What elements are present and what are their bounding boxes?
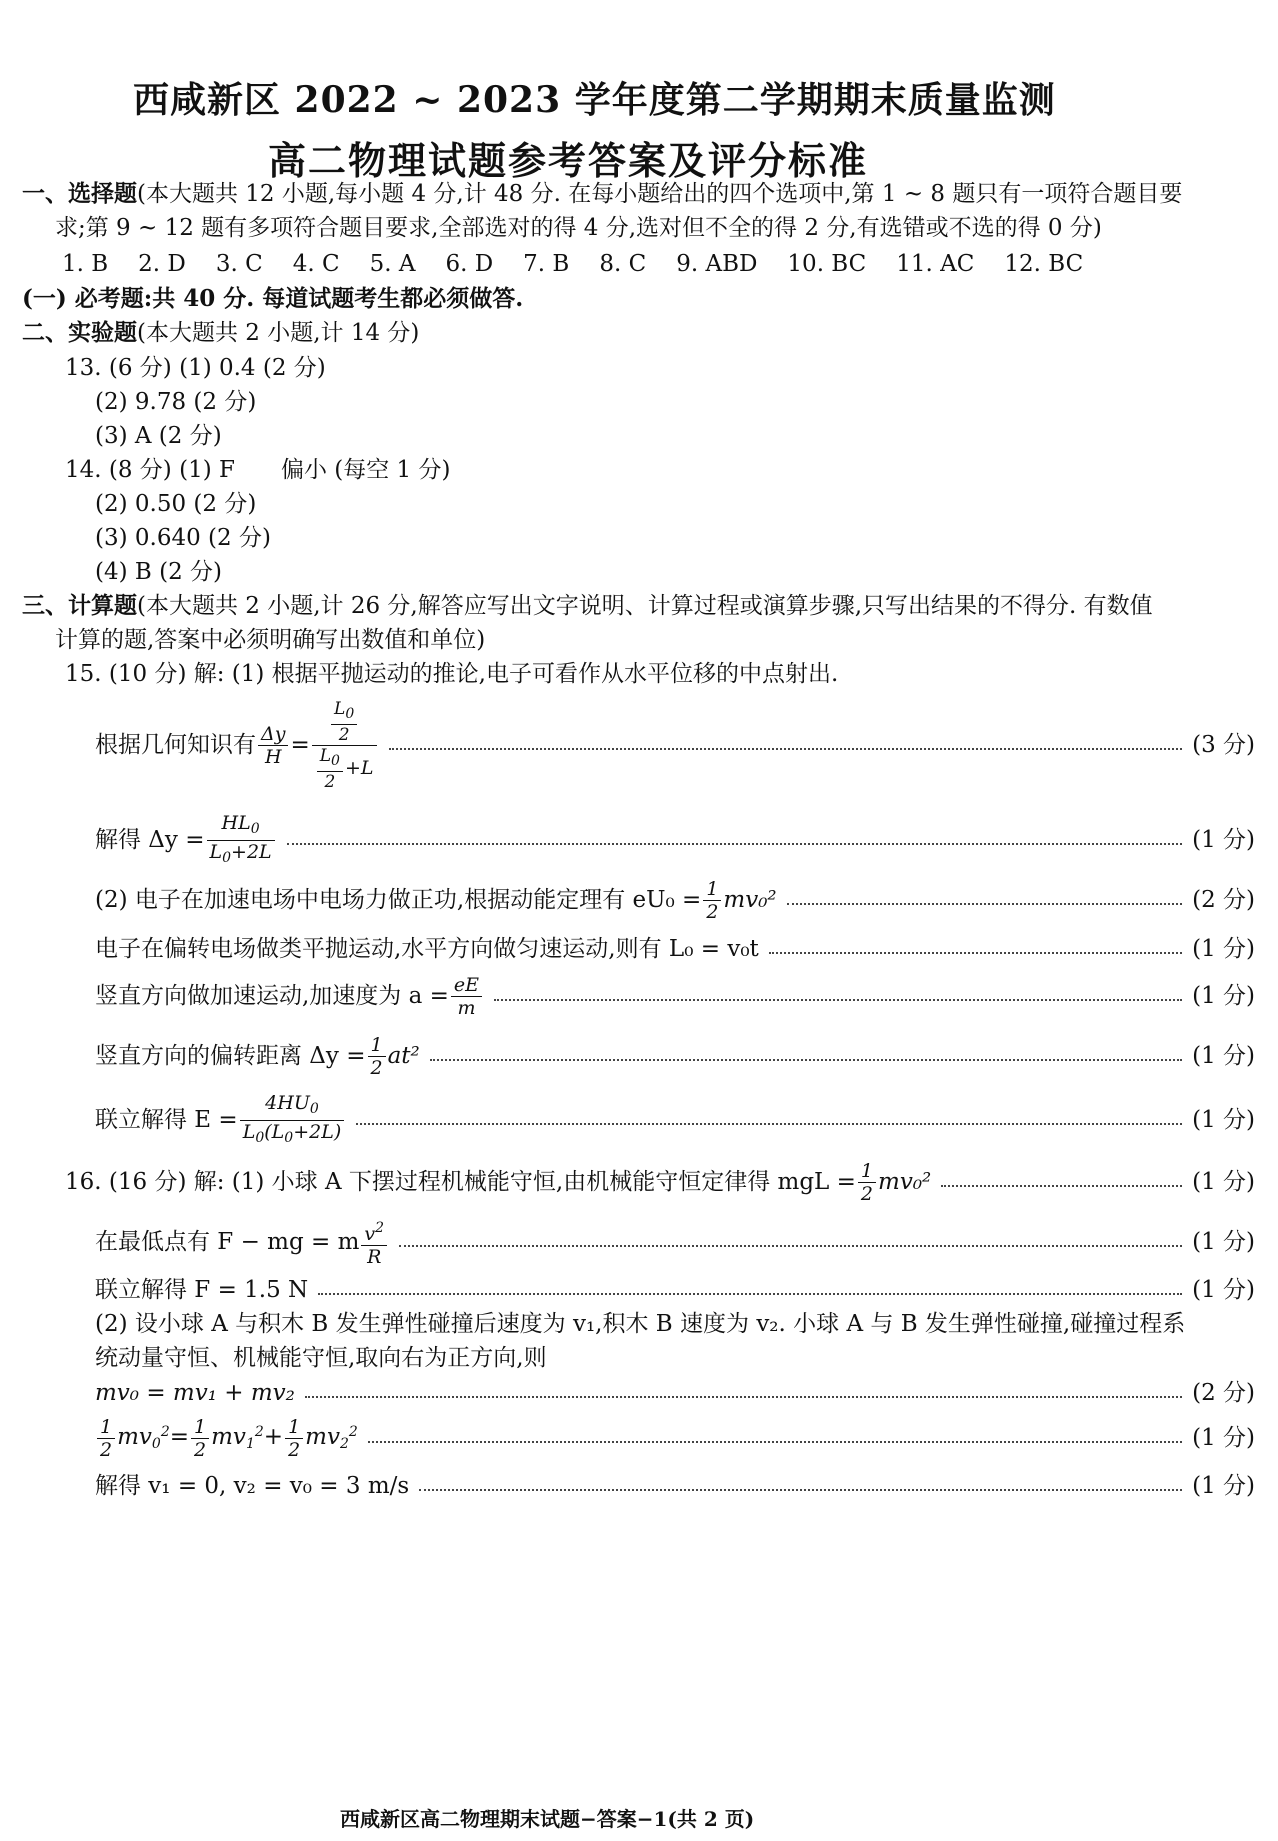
q15-step6-text: 竖直方向的偏转距离 Δy =: [95, 1043, 366, 1069]
dy-fraction: $\frac{HL_0}{L_0+2L}$: [207, 812, 275, 869]
leader-dots: [430, 1059, 1182, 1061]
exp-line-1: 13. (6 分) (1) 0.4 (2 分): [65, 355, 326, 381]
sec1-desc1: (本大题共 12 小题,每小题 4 分,计 48 分. 在每小题给出的四个选项中,第 1 ~ 8 题只有一项符合题目要: [137, 181, 1183, 207]
ratio-fraction: $\frac{\Delta y}{H}$: [258, 723, 288, 768]
q15-step1-score: (3 分): [1192, 732, 1255, 758]
q15-step4-text: 电子在偏转电场做类平抛运动,水平方向做匀速运动,则有 L₀ = v₀t: [95, 936, 759, 962]
leader-dots: [419, 1489, 1182, 1491]
answer-2: 2. D: [138, 251, 186, 277]
sec2-heading: 二、实验题: [22, 319, 137, 346]
exp-line-6: (3) 0.640 (2 分): [95, 525, 271, 551]
mc-answers: [62, 249, 1113, 279]
q15-step2-score: (1 分): [1192, 827, 1255, 853]
q15-step7-text: 联立解得 E =: [95, 1107, 238, 1133]
leader-dots: [769, 952, 1182, 954]
q16-step1-text: 在最低点有 F − mg = m: [95, 1229, 360, 1255]
q15-step5: [95, 970, 1255, 1022]
q16-intro-tail: mv₀²: [878, 1169, 932, 1195]
q16-step4: [95, 1377, 1255, 1409]
q15-step3-score: (2 分): [1192, 887, 1255, 913]
answer-7: 7. B: [523, 251, 570, 277]
leader-dots: [318, 1293, 1182, 1295]
half-fraction: $\frac{1}{2}$: [285, 1416, 303, 1461]
q15-step1: 根据几何知识有 $\frac{\Delta y}{H}$ = $\frac{L_0}{2}$ $\frac{L_0}{2}$ +L (3 分): [95, 698, 1255, 792]
half-fraction: $\frac{1}{2}$: [858, 1160, 876, 1205]
q16-step5-score: (1 分): [1192, 1425, 1255, 1451]
q16-intro: [65, 1156, 1255, 1208]
exp-line-3: (3) A (2 分): [95, 423, 222, 449]
q15-step4-score: (1 分): [1192, 936, 1255, 962]
q16-step3-line2: 统动量守恒、机械能守恒,取向右为正方向,则: [95, 1345, 547, 1371]
leader-dots: [787, 903, 1182, 905]
sec3-heading: 三、计算题: [22, 592, 137, 619]
leader-dots: [368, 1441, 1182, 1443]
q15-step3: [95, 874, 1255, 926]
leader-dots: [399, 1245, 1182, 1247]
leader-dots: [494, 999, 1182, 1001]
leader-dots: [305, 1396, 1182, 1398]
title-line2: 高二物理试题参考答案及评分标准: [268, 138, 869, 183]
q15-step6-score: (1 分): [1192, 1043, 1255, 1069]
leader-dots: [389, 748, 1183, 750]
q16-step6: [95, 1470, 1255, 1502]
sec3-desc2: 计算的题,答案中必须明确写出数值和单位): [55, 627, 486, 653]
q15-step2-text: 解得 Δy =: [95, 827, 205, 853]
q15-step6: [95, 1030, 1255, 1082]
q16-step2-text: 联立解得 F = 1.5 N: [95, 1277, 309, 1303]
half-fraction: $\frac{1}{2}$: [703, 878, 721, 923]
leader-dots: [356, 1123, 1182, 1125]
q15-step5-text: 竖直方向做加速运动,加速度为 a =: [95, 983, 449, 1009]
required-note: (一) 必考题:共 40 分. 每道试题考生都必须做答.: [22, 285, 524, 312]
exp-line-5: (2) 0.50 (2 分): [95, 491, 257, 517]
q16-intro-score: (1 分): [1192, 1169, 1255, 1195]
q15-step5-score: (1 分): [1192, 983, 1255, 1009]
q15-intro: 15. (10 分) 解: (1) 根据平抛运动的推论,电子可看作从水平位移的中点射出.: [65, 661, 839, 687]
answer-8: 8. C: [599, 251, 647, 277]
q16-intro-text: 16. (16 分) 解: (1) 小球 A 下摆过程机械能守恒,由机械能守恒定律得 mgL =: [65, 1169, 856, 1195]
sec2-line: [22, 318, 419, 348]
half-fraction: $\frac{1}{2}$: [368, 1034, 386, 1079]
title-line1: 西咸新区 2022 ~ 2023 学年度第二学期期末质量监测: [133, 79, 1056, 121]
sec2-desc: (本大题共 2 小题,计 14 分): [137, 320, 420, 346]
q16-step4-score: (2 分): [1192, 1380, 1255, 1406]
q16-step3-line1: (2) 设小球 A 与积木 B 发生弹性碰撞后速度为 v₁,积木 B 速度为 v₂. 小球 A 与 B 发生弹性碰撞,碰撞过程系: [95, 1311, 1186, 1337]
geometry-fraction: $\frac{L_0}{2}$ $\frac{L_0}{2}$ +L: [312, 699, 377, 792]
q15-step6-tail: at²: [387, 1043, 420, 1069]
centripetal-fraction: $\frac{v^2}{R}$: [361, 1217, 387, 1268]
q15-step1-text: 根据几何知识有: [95, 732, 256, 758]
q16-step2: [95, 1274, 1255, 1306]
q15-step7-score: (1 分): [1192, 1107, 1255, 1133]
answer-9: 9. ABD: [676, 251, 758, 277]
sec3-desc1: (本大题共 2 小题,计 26 分,解答应写出文字说明、计算过程或演算步骤,只写出结果的不得分. 有数值: [137, 593, 1153, 619]
leader-dots: [941, 1185, 1182, 1187]
page-footer: 西咸新区高二物理期末试题−答案−1(共 2 页): [340, 1807, 755, 1831]
q16-step5: $\frac{1}{2}$ $mv_0^2=$ $\frac{1}{2}$ $mv_1^2+$ $\frac{1}{2}$ $mv_2^2$ (1 分): [95, 1412, 1255, 1464]
q15-step4: [95, 933, 1255, 965]
answer-11: 11. AC: [896, 251, 975, 277]
exp-line-7: (4) B (2 分): [95, 559, 222, 585]
exp-line-2: (2) 9.78 (2 分): [95, 389, 257, 415]
q16-step6-text: 解得 v₁ = 0, v₂ = v₀ = 3 m/s: [95, 1473, 410, 1499]
sec3-line1: [22, 591, 1153, 621]
leader-dots: [287, 843, 1182, 845]
q16-step1-score: (1 分): [1192, 1229, 1255, 1255]
half-fraction: $\frac{1}{2}$: [97, 1416, 115, 1461]
sec1-line1: [22, 179, 1182, 209]
q16-step4-text: mv₀ = mv₁ + mv₂: [95, 1380, 295, 1406]
answer-3: 3. C: [215, 251, 263, 277]
q16-step1: [95, 1214, 1255, 1270]
q16-step2-score: (1 分): [1192, 1277, 1255, 1303]
exp-line-4: 14. (8 分) (1) F 偏小 (每空 1 分): [65, 457, 451, 483]
q16-step6-score: (1 分): [1192, 1473, 1255, 1499]
q15-step7: [95, 1092, 1255, 1148]
answer-6: 6. D: [445, 251, 494, 277]
answer-10: 10. BC: [787, 251, 867, 277]
sec1-heading: 一、选择题: [22, 180, 137, 207]
answer-12: 12. BC: [1004, 251, 1084, 277]
answer-4: 4. C: [292, 251, 340, 277]
answer-5: 5. A: [369, 251, 416, 277]
half-fraction: $\frac{1}{2}$: [191, 1416, 209, 1461]
q15-step3-tail: mv₀²: [723, 887, 777, 913]
q15-step2: [95, 812, 1255, 868]
q15-step3-text: (2) 电子在加速电场中电场力做正功,根据动能定理有 eU₀ =: [95, 887, 702, 913]
answer-1: 1. B: [62, 251, 109, 277]
accel-fraction: $\frac{eE}{m}$: [451, 974, 482, 1019]
field-fraction: $\frac{4HU_0}{L_0(L_0+2L)}$: [240, 1092, 345, 1149]
sec1-desc2: 求;第 9 ~ 12 题有多项符合题目要求,全部选对的得 4 分,选对但不全的得 2 分,有选错或不选的得 0 分): [55, 215, 1102, 241]
